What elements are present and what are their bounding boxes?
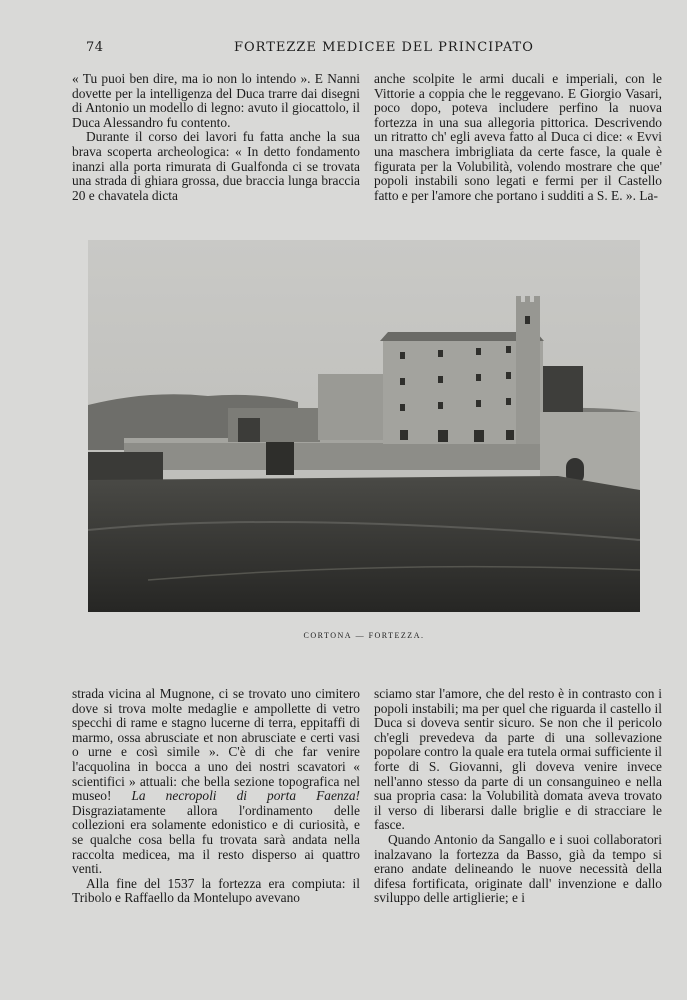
- top-right-column: [374, 72, 662, 203]
- paragraph: Quando Antonio da Sangallo e i suoi collaboratori inalzavano la fortezza da Basso, già da tempo si erano andate delineando le nuove necessità della difesa fortificata, originate dall' invenzione e dallo sviluppo delle artiglierie; e i: [374, 831, 662, 906]
- caption-place: CORTONA: [303, 631, 353, 640]
- running-title: FORTEZZE MEDICEE DEL PRINCIPATO: [234, 40, 534, 55]
- fortress-photo-illustration: [88, 240, 640, 612]
- caption-subject: FORTEZZA.: [368, 631, 425, 640]
- paragraph: anche scolpite le armi ducali e imperiali, con le Vittorie a coppia che le reggevano. E Giorgio Vasari, poco dopo, poteva includere perfino la nuova fortezza in una sua allegoria pittorica. Descrivendo un ritratto ch' egli aveva fatto al Duca ci dice: « Evvi una maschera imbrigliata da certe fasce, la quale è figurata per la Volubilità, volendo mostrare che que' popoli instabili sono legati e fermi per il Castello fatto e per l'amore che portano i sudditi a S. E. ». La-: [374, 71, 662, 203]
- paragraph: [72, 687, 360, 877]
- bottom-right-column: [374, 687, 662, 906]
- paragraph: sciamo star l'amore, che del resto è in contrasto con i popoli instabili; ma per quel che riguarda il castello il Duca si doveva sentir sicuro. Se non che il pericolo ch'egli prevedeva da parte di una sollevazione popolare contro la quale era tutela ormai sufficiente il forte di S. Giovanni, gli doveva venire invece nell'anno stesso da parte di un consanguineo e nella sua propria casa: la Volubilità domata aveva trovato il verso di liberarsi dalle briglie e di stracciare le fasce.: [374, 686, 662, 833]
- top-left-column: [72, 72, 360, 203]
- paragraph: Alla fine del 1537 la fortezza era compiuta: il Tribolo e Raffaello da Montelupo avevano: [72, 875, 360, 906]
- paragraph: Durante il corso dei lavori fu fatta anche la sua brava scoperta archeologica: « In detto fondamento inanzi alla porta rimurata di Gualfonda ci se trovata una strada di ghiara grossa, due braccia lunga braccia 20 e chavatela dicta: [72, 129, 360, 203]
- fortress-photograph: [88, 240, 640, 612]
- figure-caption: [88, 631, 640, 640]
- italic-phrase: La necropoli di porta Faenza!: [131, 788, 360, 804]
- page-number: 74: [86, 40, 104, 55]
- paragraph-text: strada vicina al Mugnone, ci se trovato uno cimitero dove si trova molte medaglie e ampollette di vetro specchi di rame e stagno lucerne di terra, eppitaffi di marmo, ossa abrusciate et non abrusciate e certi vasi o urne e così simile ». C'è di che far venire l'acquolina in bocca a uno dei nostri scavatori « scientifici » attuali: che bella sezione topografica nel museo!: [72, 686, 360, 804]
- caption-dash: —: [355, 631, 366, 640]
- bottom-left-column: [72, 687, 360, 906]
- paragraph-text: Disgraziatamente allora l'ordinamento delle collezioni era solamente edonistico e di curiosità, e se qualche cosa bella fu trovata sarà andata nella raccolta medicea, ma il resto disperso ai quattro venti.: [72, 802, 360, 877]
- paragraph: « Tu puoi ben dire, ma io non lo intendo ». E Nanni dovette per la intelligenza del Duca trarre dai disegni di Antonio un modello di legno: avuto il giocattolo, il Duca Alessandro fu contento.: [72, 71, 360, 130]
